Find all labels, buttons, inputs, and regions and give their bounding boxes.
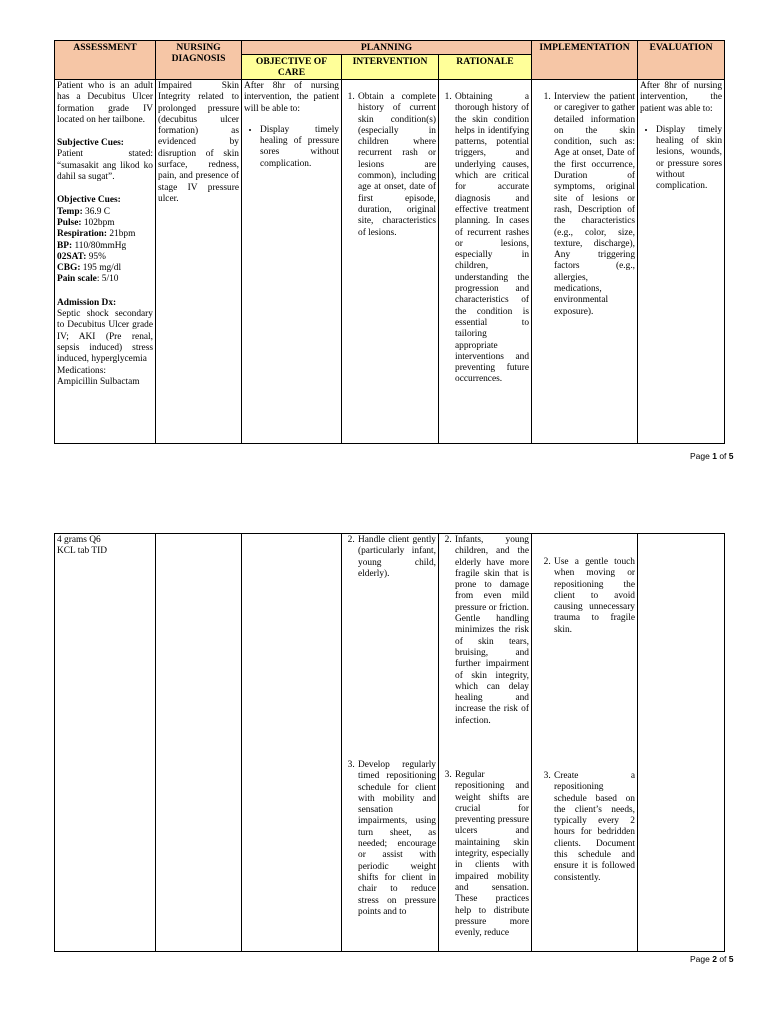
evaluation-intro: After 8hr of nursing intervention, the patient was able to:	[640, 81, 723, 114]
header-nursing-diagnosis: NURSING DIAGNOSIS	[156, 41, 242, 80]
objective-cell	[242, 80, 342, 444]
header-planning: PLANNING	[242, 41, 532, 55]
rationale-item-1: 1. Obtaining a thorough history of the skin condition helps in identifying patterns, potential triggers, and underlying causes, which are critical for accurate diagnosis and effective treatment planning. In cases of recurrent rashes or lesions, especially in children, understanding the progression and characteristics of the condition is essential to tailoring appropriate interventions and preventing future occurrences.	[454, 92, 529, 386]
objective-bullet: • Display timely healing of pressure sores without complication.	[260, 125, 339, 170]
vital-respiration: Respiration: 21bpm	[57, 229, 136, 240]
header-evaluation: EVALUATION	[638, 41, 725, 80]
intervention-list	[344, 92, 436, 239]
page-2	[0, 490, 768, 1024]
vital-temp: Temp: 36.9 C	[57, 206, 111, 217]
objective-cues-title: Objective Cues:	[57, 195, 121, 206]
vital-bp: BP: 110/80mmHg	[57, 240, 127, 251]
intervention-item-2: 2. Handle client gently (particularly infant, young child, elderly).	[357, 535, 436, 760]
rationale-cell	[439, 80, 532, 444]
page-footer-1: Page 1 of 5	[690, 451, 734, 461]
rationale-item-2: 2. Infants, young children, and the elderly have more fragile skin that is prone to damage from even mild pressure or friction. Gentle handling minimizes the risk of skin tears, bruising, and further impairment of skin integrity, which can delay healing and increase the risk of infection.	[454, 535, 529, 770]
nursing-diagnosis-text: Impaired Skin Integrity related to prolonged pressure (decubitus ulcer formation) as evidenced by disruption of skin surface, redness, pain, and presence of stage IV pressure ulcer.	[158, 81, 239, 204]
assessment-cell	[55, 80, 156, 444]
page-footer-2: Page 2 of 5	[690, 954, 734, 964]
evaluation-list	[640, 125, 722, 193]
rationale-cont-cell	[439, 534, 532, 952]
nursing-diagnosis-cont-cell	[156, 534, 242, 952]
intervention-item-3: 3. Develop regularly timed repositioning schedule for client with mobility and sensation impairments, using turn sheet, as needed; encourage or assist with periodic weight shifts for client in chair to reduce stress on pressure points and to	[357, 760, 436, 918]
evaluation-cont-cell	[638, 534, 725, 952]
medication-line: Ampicillin Sulbactam	[57, 376, 140, 387]
intervention-cell	[342, 80, 439, 444]
objective-cont-cell	[242, 534, 342, 952]
implementation-list-cont	[540, 557, 635, 884]
assessment-cont-cell	[55, 534, 156, 952]
intervention-list-cont	[344, 535, 436, 918]
medications-label: Medications:	[57, 365, 106, 376]
header-objective-of-care: OBJECTIVE OF CARE	[242, 55, 342, 80]
vital-cbg: CBG: 195 mg/dl	[57, 263, 122, 274]
rationale-list-cont	[441, 535, 529, 939]
rationale-item-3: 3. Regular repositioning and weight shifts are crucial for preventing pressure ulcers and maintaining skin integrity, especially in clients with impaired mobility and sensation. These practices help to distribute pressure more evenly, reduce	[454, 770, 529, 939]
intervention-cont-cell	[342, 534, 439, 952]
assessment-cont-line-2: KCL tab TID	[57, 546, 107, 557]
vital-pulse: Pulse: 102bpm	[57, 217, 115, 228]
assessment-cont-line-1: 4 grams Q6	[57, 535, 101, 545]
assessment-intro: Patient who is an adult has a Decubitus Ulcer formation grade IV located on her tailbone.	[57, 81, 153, 125]
implementation-item-1: 1. Interview the patient or caregiver to gather detailed information on the skin condition, such as: Age at onset, Date of the first occurrence, Duration of symptoms, original site of lesions or rash, Description of the characteristics (e.g., color, size, texture, discharge), Any triggering factors (e.g., allergies, medications, environmental exposure).	[553, 92, 635, 318]
care-plan-table-page-1	[54, 40, 725, 444]
implementation-item-3: 3. Create a repositioning schedule based on the client’s needs, typically every 2 hours for bedridden clients. Document this schedule and ensure it is followed consistently.	[553, 771, 635, 884]
care-plan-table-page-2	[54, 533, 725, 952]
vital-o2sat: 02SAT: 95%	[57, 251, 106, 262]
subjective-cues-text: Patient stated: “sumasakit ang likod ko dahil sa sugat”.	[57, 149, 153, 183]
intervention-item-1: 1. Obtain a complete history of current skin condition(s) (especially in children where recurrent rash or lesions are common), including age at onset, date of first episode, duration, original site, characteristics of lesions.	[357, 92, 436, 239]
evaluation-cell	[638, 80, 725, 444]
header-intervention: INTERVENTION	[342, 55, 439, 80]
implementation-item-2: 2. Use a gentle touch when moving or repositioning the client to avoid causing unnecessary trauma to fragile skin.	[553, 557, 635, 771]
header-rationale: RATIONALE	[439, 55, 532, 80]
vital-pain-scale: Pain scale: 5/10	[57, 274, 119, 285]
admission-dx-title: Admission Dx:	[57, 297, 117, 308]
objective-intro: After 8hr of nursing intervention, the patient will be able to:	[244, 81, 339, 114]
subjective-cues-title: Subjective Cues:	[57, 138, 124, 149]
admission-dx-text: Septic shock secondary to Decubitus Ulcer grade IV; AKI (Pre renal, sepsis induced) stress induced, hyperglycemia	[57, 309, 153, 365]
implementation-cont-cell	[532, 534, 638, 952]
header-assessment: ASSESSMENT	[55, 41, 156, 80]
rationale-list	[441, 92, 529, 386]
implementation-cell	[532, 80, 638, 444]
objective-list	[244, 125, 339, 170]
nursing-diagnosis-cell	[156, 80, 242, 444]
implementation-list	[540, 92, 635, 318]
evaluation-bullet: • Display timely healing of skin lesions, wounds, or pressure sores without complication.	[656, 125, 722, 193]
page-1	[0, 0, 768, 470]
header-implementation: IMPLEMENTATION	[532, 41, 638, 80]
